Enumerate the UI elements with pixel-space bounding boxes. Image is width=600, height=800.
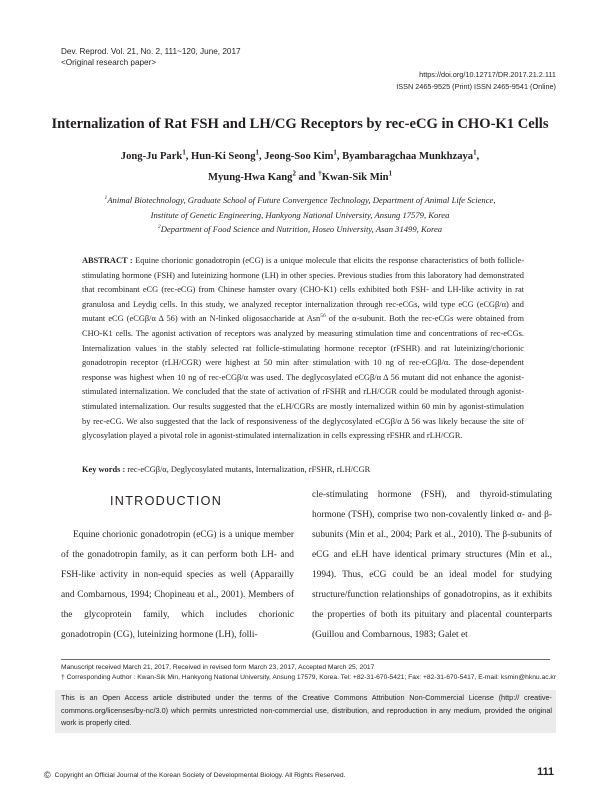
section-heading-introduction: INTRODUCTION	[110, 494, 223, 508]
keywords-label: Key words :	[82, 465, 126, 474]
author-affil-sup: 1	[333, 149, 337, 157]
author-affil-sup: 2	[292, 170, 296, 178]
keywords	[82, 464, 524, 476]
affil-text: Department of Food Science and Nutrition, Hoseo University, Asan 31499, Korea	[160, 224, 443, 234]
footnote-divider	[61, 659, 550, 660]
copyright-line	[44, 770, 345, 780]
keywords-text: rec-eCGβ/α, Deglycosylated mutants, Internalization, rFSHR, rLH/CGR	[125, 465, 371, 474]
journal-citation	[61, 46, 241, 68]
author-name: Hun-Ki Seong	[191, 151, 256, 162]
author-affil-sup: 1	[473, 149, 477, 157]
author-affil-sup: 1	[388, 170, 392, 178]
doi-block	[396, 69, 556, 93]
abstract-text: Equine chorionic gonadotropin (eCG) is a unique molecule that elicits the response characteristics of both follicle-stimulating hormone (FSH) and luteinizing hormone (LH) in other species. Previous studies from this laboratory had demonstrated that recombinant eCG (rec-eCG) from Chinese hamster ovary (CHO-K1) cells exhibited both FSH- and LH-like activity in rat granulosa and Leydig cells. In this study, we analyzed receptor internalization through rec-eCGs, wild type eCG (eCGβ/α) and mutant eCG (eCGβ/α Δ 56) with an N-linked oligosaccharide at Asn	[82, 256, 525, 324]
affiliations	[60, 193, 540, 237]
intro-left-column: Equine chorionic gonadotropin (eCG) is a unique member of the gonadotropin family, as it can perform both LH- and FSH-like activity in non-equid species as well (Apparailly and Combarnous, 1994; Chopineau et al., 2001). Members of the glycoprotein family, which includes chorionic gonadotropin (CG), luteinizing hormone (LH), folli-	[61, 530, 294, 640]
manuscript-notes	[61, 663, 556, 682]
author-name: Myung-Hwa Kang	[208, 172, 293, 183]
author-line-1	[60, 146, 540, 167]
author-sep: ,	[336, 151, 343, 162]
author-name: Jeong-Soo Kim	[264, 151, 334, 162]
corresponding-author: † Corresponding Author : Kwan-Sik Min, Hankyong National University, Ansung 17579, Korea. Tel: +82-31-670-5421; Fax: +82-31-670-5417, E-mail: ksmin@hknu.ac.kr	[61, 673, 556, 681]
page-number: 111	[537, 766, 554, 778]
author-name: Kwan-Sik Min	[321, 172, 389, 183]
affil-mark: 2	[157, 224, 161, 231]
doi-link[interactable]: https://doi.org/10.12717/DR.2017.21.2.111	[419, 70, 556, 79]
paper-title: Internalization of Rat FSH and LH/CG Receptors by rec-eCG in CHO-K1 Cells	[51, 116, 549, 132]
author-affil-sup: 1	[182, 149, 186, 157]
affiliation-1	[60, 193, 540, 208]
author-list	[60, 146, 540, 188]
issn-line: ISSN 2465-9525 (Print) ISSN 2465-9541 (Online)	[396, 82, 556, 91]
abstract-label: ABSTRACT :	[82, 256, 133, 265]
affiliation-2	[60, 222, 540, 237]
affil-text: Animal Biotechnology, Graduate School of Future Convergence Technology, Department of Animal Life Science,	[107, 195, 496, 205]
copyright-icon: ©	[44, 770, 51, 780]
affil-mark: 1	[104, 195, 108, 202]
author-name: Jong-Ju Park	[120, 151, 183, 162]
open-access-notice: This is an Open Access article distributed under the terms of the Creative Commons Attribution Non-Commercial License (http:// creative-commons.org/licenses/by-nc/3.0) which permits unrestricted non-commercial use, distribution, and reproduction in any medium, provided the original work is properly cited.	[61, 693, 552, 727]
corresponding-mark: †	[318, 170, 322, 178]
journal-volume-line: Dev. Reprod. Vol. 21, No. 2, 111~120, June, 2017	[61, 47, 241, 56]
author-line-2	[60, 167, 540, 188]
author-affil-sup: 1	[255, 149, 259, 157]
author-sep: ,	[476, 151, 480, 162]
article-type: <Original research paper>	[61, 58, 157, 67]
author-sep: ,	[185, 151, 192, 162]
received-dates: Manuscript received March 21, 2017, Received in revised form March 23, 2017, Accepted March 25, 2017	[61, 664, 375, 671]
abstract	[82, 254, 524, 444]
abstract-text-cont: of the α-subunit. Both the rec-eCGs were obtained from CHO-K1 cells. The agonist activation of receptors was analyzed by measuring stimulation time and concentrations of rec-eCGs. Internalization values in the stably selected rat follicle-stimulating hormone receptor (rFSHR) and rat luteinizing/chorionic gonadotropin receptor (rLH/CGR) were highest at 50 min after stimulation with 10 ng of rec-eCGβ/α. The dose-dependent response was highest when 10 ng of rec-eCGβ/α was used. The deglycosylated eCGβ/α Δ 56 mutant did not enhance the agonist-stimulated internalization. We concluded that the state of activation of rFSHR and rLH/CGR could be modulated through agonist-stimulated internalization. Our results suggested that the eLH/CGRs are mostly internalized within 60 min by agonist-stimulation by rec-eCG. We also suggested that the lack of responsiveness of the deglycosylated eCGβ/α Δ 56 was likely because the site of glycosylation played a pivotal role in agonist-stimulated internalization in cells expressing rFSHR and rLH/CGR.	[82, 314, 524, 441]
abstract-sup: 56	[320, 313, 326, 320]
intro-right-column: cle-stimulating hormone (FSH), and thyroid-stimulating hormone (TSH), comprise two non-covalently linked α- and β-subunits (Min et al., 2004; Park et al., 2010). The β-subunits of eCG and eLH have identical primary structures (Min et al., 1994). Thus, eCG could be an ideal model for studying structure/function relationships of gonadotropins, as it exhibits the properties of both its pituitary and placental counterparts (Guillou and Combarnous, 1983; Galet et	[312, 490, 552, 640]
author-name: Byambaragchaa Munkhzaya	[342, 151, 474, 162]
copyright-text: Copyright an Official Journal of the Korean Society of Developmental Biology. All Rights Reserved.	[54, 772, 346, 779]
affiliation-1-cont: Institute of Genetic Engineering, Hankyong National University, Ansung 17579, Korea	[150, 209, 450, 220]
author-sep: and	[295, 172, 319, 183]
author-sep: ,	[258, 151, 265, 162]
